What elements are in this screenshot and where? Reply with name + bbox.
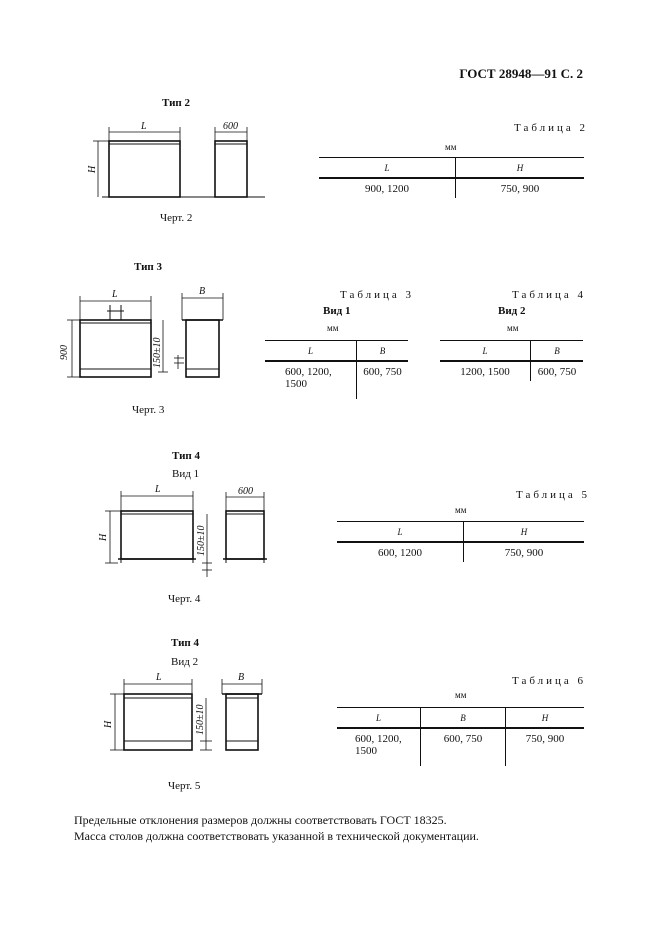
footer-note-mass: Масса столов должна соответствовать указанной в технической документации.	[74, 829, 479, 843]
table-cell: 750, 900	[456, 178, 585, 198]
figure-caption: Черт. 2	[160, 212, 193, 224]
dim-label-rise: 150±10	[196, 525, 207, 556]
figure-caption: Черт. 4	[168, 593, 201, 605]
table-unit: мм	[445, 142, 457, 152]
dim-label-width: 600	[223, 121, 238, 132]
figure-view-label: Вид 2	[171, 656, 199, 668]
table-6	[337, 707, 584, 766]
page-header: ГОСТ 28948—91 С. 2	[459, 66, 583, 81]
dim-label-l: L	[156, 672, 162, 683]
dim-label-height: H	[87, 165, 98, 173]
figure-caption: Черт. 5	[168, 780, 201, 792]
table-caption: Таблица 5	[516, 489, 591, 501]
dim-label-width: 600	[238, 486, 253, 497]
table-header-cell: L	[337, 522, 464, 543]
table-subtitle: Вид 1	[323, 305, 351, 317]
table-unit: мм	[327, 323, 339, 333]
dim-label-rise: 150±10	[152, 337, 163, 368]
dim-label-height: H	[98, 533, 109, 541]
table-cell: 1200, 1500	[460, 366, 510, 378]
table-cell: 600, 750	[531, 361, 584, 381]
table-header-cell: L	[265, 341, 357, 362]
figure-view-label: Вид 1	[172, 468, 200, 480]
table-header-cell: B	[357, 341, 409, 362]
figure-type-label: Тип 2	[162, 97, 190, 109]
figure-type-label: Тип 4	[172, 450, 200, 462]
table-cell: 600, 750	[421, 728, 506, 766]
dim-label-height: 900	[59, 345, 70, 360]
dim-label-l: L	[155, 484, 161, 495]
table-unit: мм	[455, 690, 467, 700]
table-cell: 750, 900	[464, 542, 585, 562]
table-caption: Таблица 2	[514, 122, 589, 134]
table-header-cell: L	[319, 158, 456, 179]
table-header-cell: B	[421, 708, 506, 729]
table-cell: 600, 1200, 1500	[355, 733, 402, 757]
table-cell: 600, 1200, 1500	[285, 366, 332, 390]
dim-label-l: L	[141, 121, 147, 132]
table-unit: мм	[507, 323, 519, 333]
dim-label-width: B	[238, 672, 245, 683]
dim-label-width: B	[199, 286, 206, 297]
figure-type-label: Тип 3	[134, 261, 162, 273]
table-header-cell: H	[456, 158, 585, 179]
table-caption: Таблица 3	[340, 289, 415, 301]
footer-note-tolerances: Предельные отклонения размеров должны соответствовать ГОСТ 18325.	[74, 813, 447, 827]
table-cell: 600, 1200	[378, 547, 422, 559]
dim-label-rise: 150±10	[195, 704, 206, 735]
table-header-cell: H	[464, 522, 585, 543]
table-subtitle: Вид 2	[498, 305, 526, 317]
table-cell: 750, 900	[506, 728, 585, 766]
dim-label-l: L	[112, 289, 118, 300]
table-header-cell: L	[337, 708, 421, 729]
table-caption: Таблица 4	[512, 289, 587, 301]
figure-type-label: Тип 4	[171, 637, 199, 649]
table-header-cell: B	[531, 341, 584, 362]
table-cell: 600, 750	[357, 361, 409, 399]
table-cell: 900, 1200	[365, 183, 409, 195]
figure-caption: Черт. 3	[132, 404, 165, 416]
table-header-cell: L	[440, 341, 531, 362]
table-unit: мм	[455, 505, 467, 515]
dim-label-height: H	[103, 720, 114, 728]
table-caption: Таблица 6	[512, 675, 587, 687]
table-header-cell: H	[506, 708, 585, 729]
